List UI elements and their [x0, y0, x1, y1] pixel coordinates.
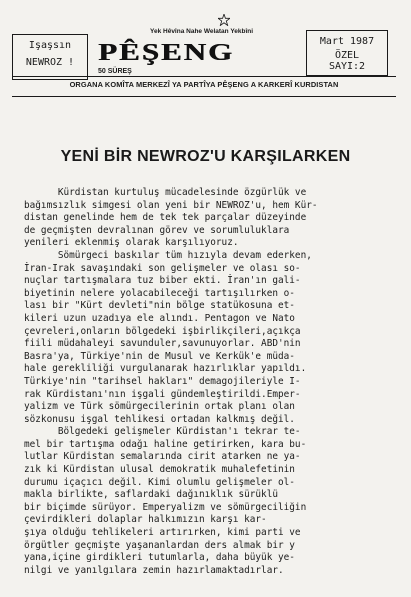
article-line: durumu içaçıcı değil. Kimi olumlu gelişmeler ol- [24, 476, 295, 488]
article-line: çevirdikleri dolaplar halkımızın karşı kar- [24, 514, 267, 526]
article-line: Sömürgeci baskılar tüm hızıyla devam ederken, [24, 249, 312, 261]
issue-number: SAYI:2 [328, 61, 366, 72]
article-line: bağımsızlık simgesi olan yeni bir NEWROZ'u, hem Kür- [24, 199, 318, 211]
masthead-slogan: Yek Hêvîna Nahe Welatan Yekbîni [150, 28, 254, 35]
article-line: zık ki Kürdistan ulusal demokratik muhalefetinin [24, 464, 295, 476]
article-line: hale gerekliliği vurgulanarak hazırlıklar yapıldı. [24, 363, 307, 375]
article-line: de geçmişten devralınan görev ve sorumluluklara [24, 224, 290, 236]
newspaper-logo: PÊŞENG [98, 38, 235, 66]
article-line: distan genelinde hem de tek tek parçalar düzeyinde [24, 212, 307, 224]
slogan-box-left [12, 34, 88, 80]
article-line: lası bir "Kürt devleti"nin bölge statükosuna et- [24, 300, 295, 312]
article-line: Kürdistan kurtuluş mücadelesinde özgürlük ve [24, 187, 307, 198]
article-line: sözkonusu işgal tehlikesi ortadan kalkmış değil. [24, 413, 295, 425]
article-line: fiili müdahaleyi savunduler,savunuyorlar. ABD'nin [24, 338, 301, 350]
box-left-line2: NEWROZ ! [25, 57, 75, 68]
price-label: 50 SÜREŞ [98, 68, 132, 75]
article-line: yana,içine girdikleri tutumlarla, daha büyük ye- [24, 552, 295, 564]
star-icon [218, 14, 230, 26]
article-line: mel bir tartışma odağı haline getirirken, kara bu- [24, 438, 307, 450]
article-line: biyetinin nelere yolacabileceği tartışılırken o- [24, 287, 295, 299]
issue-date: Mart 1987 [319, 36, 375, 47]
article-line: nuçlar tartışmalara tuz biber ekti. İran'ın gali- [24, 275, 301, 287]
article-line: makla birlikte, saflardaki dağınıklık sürüklü [24, 489, 278, 501]
article-line: şıya olduğu tehlikeleri artırırken, kimi parti ve [24, 527, 301, 539]
article-line: nilgi ve yanılgılara zemin hazırlamaktadırlar. [24, 564, 284, 576]
box-left-line1: Işaşsın [28, 40, 72, 51]
article-title: YENİ BİR NEWROZ'U KARŞILARKEN [60, 148, 351, 165]
article-line: lutlar Kürdistan semalarında cirit atarken ne ya- [24, 451, 301, 463]
article-line: çevreleri,onların bölgedeki işbirlikçileri,açıkça [24, 325, 301, 337]
article-line: kileri uzun uzadıya ele alındı. Pentagon ve Nato [24, 312, 295, 324]
issue-box-right [306, 30, 388, 76]
organ-subtitle: ORGANA KOMÎTA MERKEZÎ YA PARTÎYA PÊŞENG A KARKERÎ KURDISTAN [69, 80, 339, 89]
article-line: yalizm ve Türk sömürgecilerinin ortak planı olan [24, 401, 295, 413]
issue-special: ÖZEL [334, 50, 360, 61]
masthead [0, 0, 411, 100]
masthead-rule-bottom [12, 96, 396, 97]
article-line: İran-Irak savaşındaki son gelişmeler ve olası so- [24, 262, 301, 274]
article-line: bir biçimde sürüyor. Emperyalizm ve sömürgeciliğin [24, 501, 307, 513]
article-line: örgütler geçmişte yaşananlardan ders almak bir y [24, 539, 295, 551]
article-line: Basra'ya, Türkiye'nin de Musul ve Kerkük'e müda- [24, 350, 295, 362]
article-body [24, 187, 398, 577]
article-line: Bölgedeki gelişmeler Kürdistan'ı tekrar te- [24, 426, 301, 438]
article-line: rak Kürdistanı'nın işgali gündemleştirildi.Emper- [24, 388, 301, 400]
article-line: yenileri eklenmiş olarak karşılıyoruz. [24, 237, 239, 249]
masthead-rule-top [12, 76, 396, 77]
article-line: Türkiye'nin "tarihsel hakları" demagojileriyle I- [24, 375, 301, 387]
